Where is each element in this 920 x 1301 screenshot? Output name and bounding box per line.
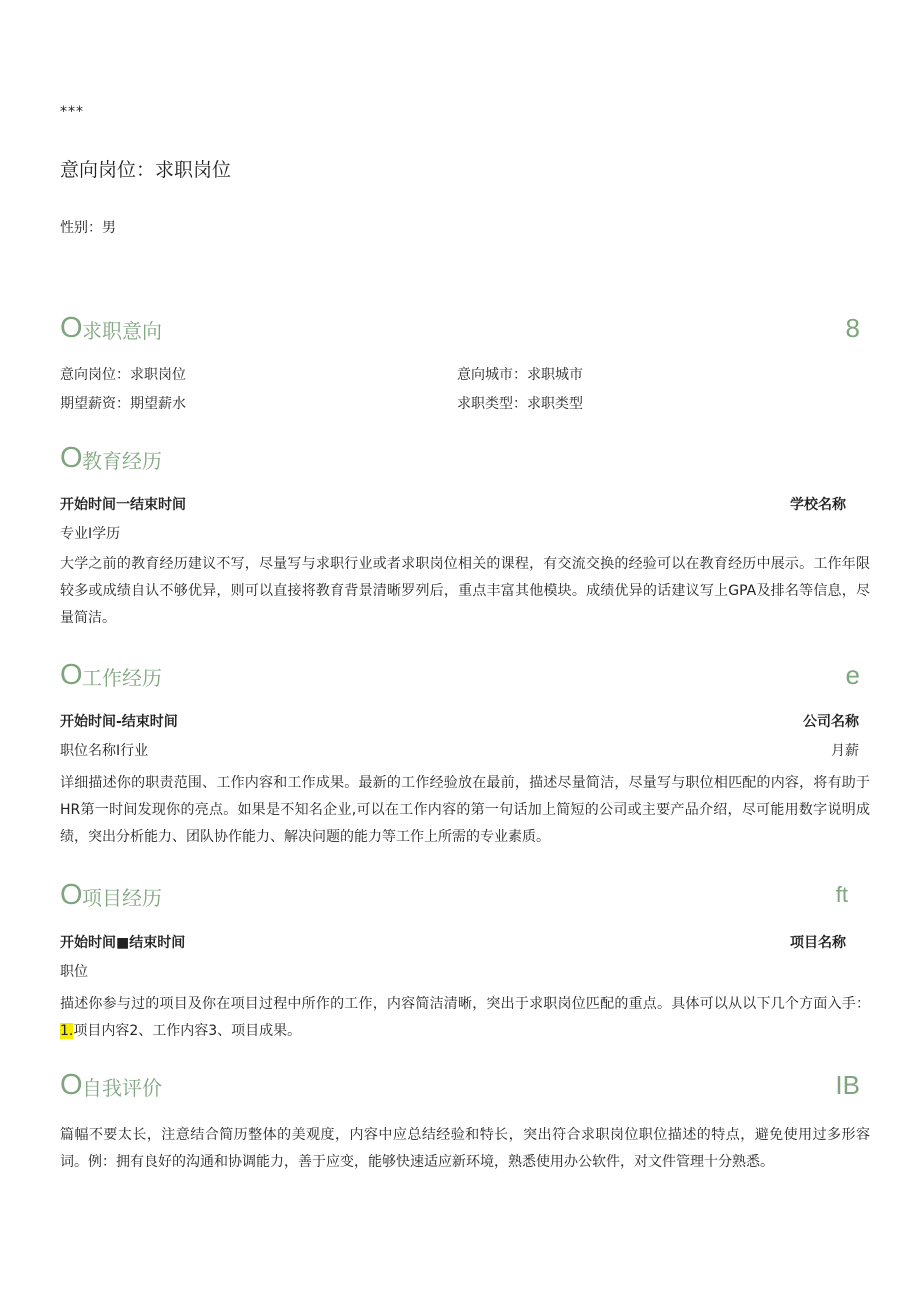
project-section-icon: ft bbox=[835, 882, 848, 907]
section-title-work: 工作经历 bbox=[82, 666, 162, 690]
section-bullet-o: O bbox=[60, 879, 83, 911]
section-bullet-o: O bbox=[60, 659, 83, 691]
project-time: 开始时间■结束时间 bbox=[60, 935, 186, 951]
section-header-self-evaluation bbox=[60, 1069, 860, 1103]
section-header-project bbox=[60, 879, 860, 913]
project-role: 职位 bbox=[60, 964, 88, 980]
project-description-end: 项目内容2、工作内容3、项目成果。 bbox=[73, 1023, 302, 1039]
intent-salary: 期望薪资：期望薪水 bbox=[60, 396, 186, 412]
desired-position-title bbox=[60, 155, 231, 182]
work-section-icon: e bbox=[845, 660, 860, 690]
education-time: 开始时间一结束时间 bbox=[60, 497, 186, 513]
education-major: 专业I学历 bbox=[60, 526, 121, 542]
work-description: 详细描述你的职责范围、工作内容和工作成果。最新的工作经验放在最前，描述尽量简洁，尽量写与职位相匹配的内容，将有助于HR第一时间发现你的亮点。如果是不知名企业,可以在工作内容的第一句话加上简短的公司或主要产品介绍，尽可能用数字说明成绩，突出分析能力、团队协作能力、解决问题的能力等工作上所需的专业素质。 bbox=[60, 775, 870, 845]
project-description bbox=[60, 991, 870, 1045]
gender-label: 性别： bbox=[60, 220, 102, 236]
section-title-intent: 求职意向 bbox=[82, 319, 162, 343]
intent-section-icon: 8 bbox=[845, 313, 860, 343]
intent-city: 意向城市：求职城市 bbox=[457, 367, 583, 383]
intent-position: 意向岗位：求职岗位 bbox=[60, 367, 186, 383]
education-description: 大学之前的教育经历建议不写，尽量写与求职行业或者求职岗位相关的课程，有交流交换的经验可以在教育经历中展示。工作年限较多或成绩自认不够优异，则可以直接将教育背景清晰罗列后，重点丰富其他模块。成绩优异的话建议写上GPA及排名等信息，尽量简洁。 bbox=[60, 556, 870, 626]
header-stars: *** bbox=[60, 104, 84, 120]
section-title-project: 项目经历 bbox=[82, 886, 162, 910]
work-time: 开始时间-结束时间 bbox=[60, 714, 178, 730]
self-evaluation-section-icon: IB bbox=[835, 1070, 860, 1100]
desired-position-label: 意向岗位： bbox=[60, 159, 156, 181]
section-bullet-o: O bbox=[60, 442, 83, 474]
work-salary: 月薪 bbox=[831, 743, 859, 759]
section-bullet-o: O bbox=[60, 1069, 83, 1101]
section-title-self-evaluation: 自我评价 bbox=[82, 1076, 162, 1100]
desired-position-value: 求职岗位 bbox=[155, 159, 232, 181]
section-bullet-o: O bbox=[60, 312, 83, 344]
education-school: 学校名称 bbox=[790, 497, 846, 513]
section-header-intent bbox=[60, 312, 860, 346]
section-header-education bbox=[60, 442, 860, 476]
section-title-education: 教育经历 bbox=[82, 449, 162, 473]
project-description-start: 描述你参与过的项目及你在项目过程中所作的工作，内容简洁清晰，突出于求职岗位匹配的重点。具体可以从以下几个方面入手： bbox=[60, 996, 870, 1012]
gender-line bbox=[60, 218, 116, 238]
work-role: 职位名称I行业 bbox=[60, 743, 149, 759]
gender-value: 男 bbox=[102, 220, 116, 236]
intent-type: 求职类型：求职类型 bbox=[457, 396, 583, 412]
work-company: 公司名称 bbox=[803, 714, 859, 730]
project-name: 项目名称 bbox=[790, 935, 846, 951]
highlighted-number: 1. bbox=[60, 1023, 74, 1039]
section-header-work bbox=[60, 659, 860, 693]
self-evaluation-description: 篇幅不要太长，注意结合简历整体的美观度，内容中应总结经验和特长，突出符合求职岗位职位描述的特点，避免使用过多形容词。例：拥有良好的沟通和协调能力，善于应变，能够快速适应新环境，熟悉使用办公软件，对文件管理十分熟悉。 bbox=[60, 1127, 870, 1170]
